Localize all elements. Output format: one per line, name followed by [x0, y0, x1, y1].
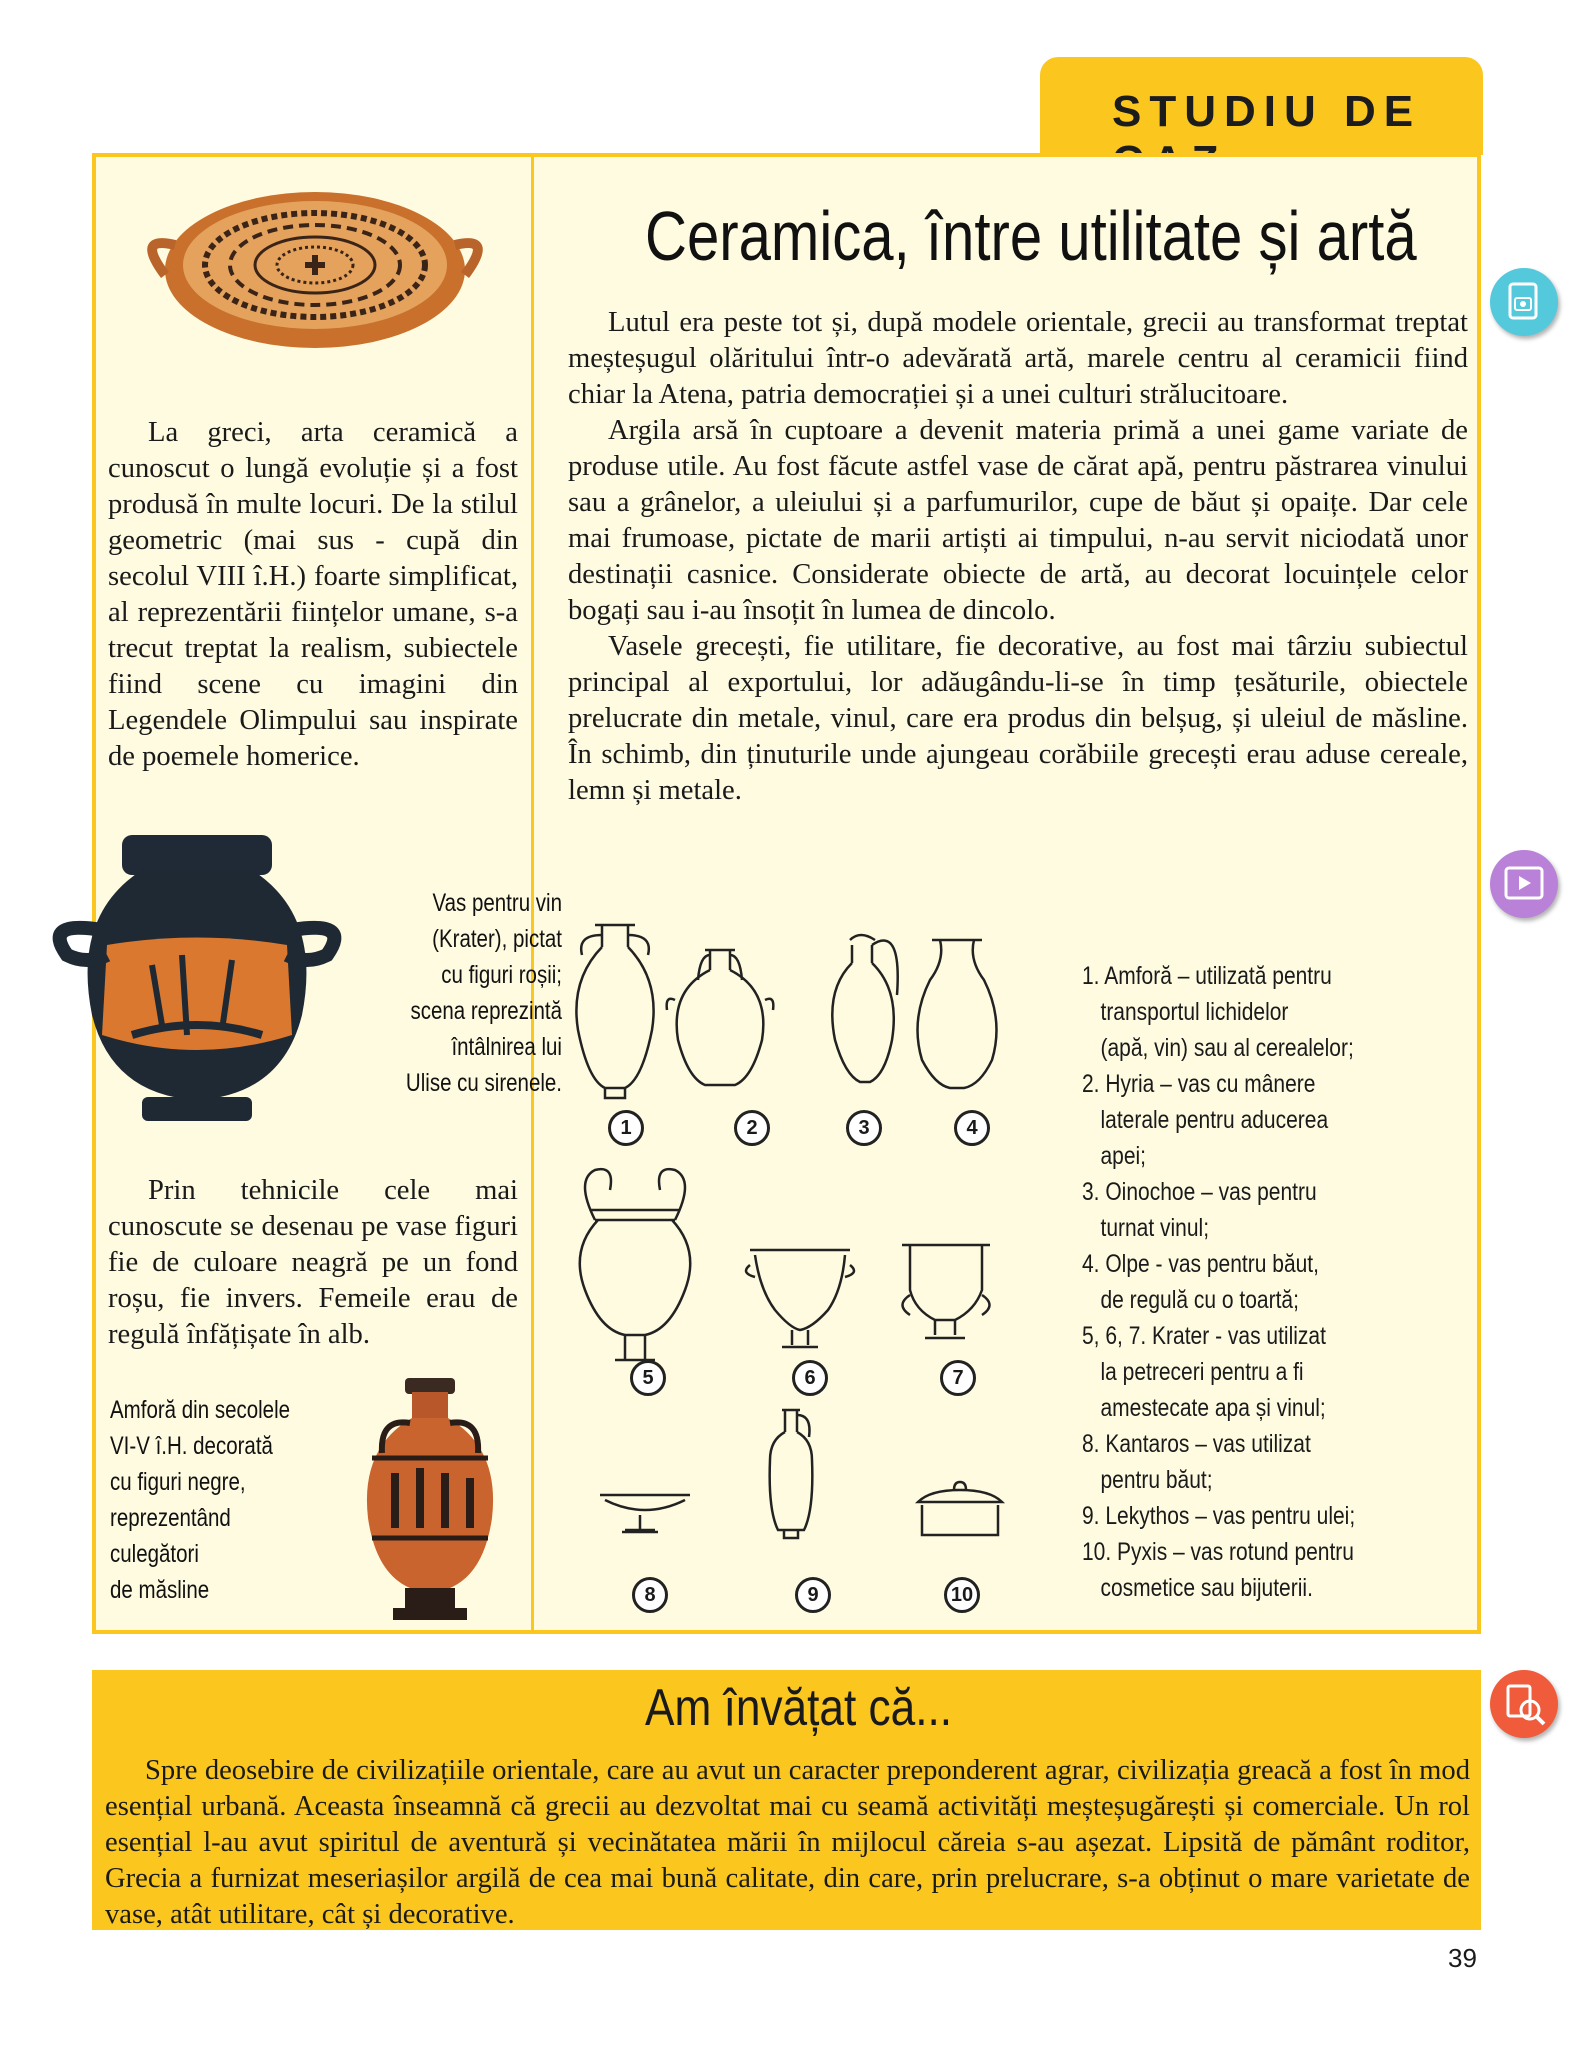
summary-text — [105, 1753, 1470, 1933]
main-text — [568, 305, 1468, 809]
legend-line: amestecate apa și vinul; — [1100, 1394, 1326, 1422]
main-paragraph: Argila arsă în cuptoare a devenit materia primă a unei game variate de produse utile. Au fost făcute astfel vase de cărat apă, pentru păstrarea vinului sau a grânelor, a uleiului și a parfumurilor, cupe de băut și opaițe. Dar cele mai frumoase, pictate de marii artiști ai timpului, n-au servit niciodată unor destinații casnice. Considerate obiecte de artă, au decorat locuințele celor bogați sau i-au însoțit în lumea de dincolo. — [568, 415, 1468, 626]
caption-line: de măsline — [110, 1576, 210, 1604]
legend-line: 1. Amforă – utilizată pentru — [1082, 962, 1332, 990]
gallery-icon[interactable] — [1490, 268, 1558, 336]
legend-line: 5, 6, 7. Krater - vas utilizat — [1082, 1322, 1326, 1350]
legend-line: laterale pentru aducerea — [1100, 1106, 1329, 1134]
legend-line: 10. Pyxis – vas rotund pentru — [1082, 1538, 1354, 1566]
caption-line: Vas pentru vin — [432, 889, 562, 917]
geometric-cup-image — [135, 165, 495, 365]
vessel-number: 8 — [632, 1577, 668, 1613]
legend-line: (apă, vin) sau al cerealelor; — [1100, 1034, 1354, 1062]
caption-line: Ulise cu sirenele. — [405, 1069, 562, 1097]
caption-line: întâlnirea lui — [451, 1033, 562, 1061]
section-tab — [1040, 57, 1483, 155]
search-document-icon[interactable] — [1490, 1670, 1558, 1738]
caption-line: cu figuri roșii; — [441, 961, 562, 989]
vessel-legend — [1082, 958, 1407, 1606]
summary-title: Am învățat că... — [645, 1679, 953, 1737]
legend-line: la petreceri pentru a fi — [1100, 1358, 1304, 1386]
vessel-number: 5 — [630, 1360, 666, 1396]
left-paragraph: Prin tehnicile cele mai cunoscute se desenau pe vase figuri fie de culoare neagră pe un fond roșu, fie invers. Femeile erau de regulă înfățișate în alb. — [108, 1175, 518, 1350]
legend-line: 4. Olpe - vas pentru băut, — [1082, 1250, 1319, 1278]
krater-red-figure-image — [32, 835, 362, 1145]
legend-line: pentru băut; — [1100, 1466, 1213, 1494]
section-tab-label: STUDIU DE — [1112, 87, 1422, 136]
krater-caption — [347, 885, 562, 1101]
caption-line: cu figuri negre, — [110, 1468, 246, 1496]
legend-line: 8. Kantaros – vas utilizat — [1082, 1430, 1311, 1458]
caption-line: scena reprezintă — [410, 997, 562, 1025]
vessel-number: 7 — [940, 1360, 976, 1396]
left-technique-text — [108, 1173, 518, 1353]
vessel-number: 4 — [954, 1110, 990, 1146]
video-icon[interactable] — [1490, 850, 1558, 918]
main-paragraph: Vasele grecești, fie utilitare, fie decorative, au fost mai târziu subiectul principal al exportului, lor adăugându-li-se în timp țesăturile, obiectele prelucrate din metale, vinul, care era produs din belșug, și uleiul de măsline. În schimb, din ținuturile unde ajungeau corăbiile grecești erau aduse cereale, lemn și metale. — [568, 631, 1468, 806]
caption-line: Amforă din secolele — [110, 1396, 291, 1424]
legend-line: cosmetice sau bijuterii. — [1100, 1574, 1313, 1602]
amphora-caption — [110, 1392, 325, 1608]
page-number: 39 — [1448, 1943, 1477, 1973]
black-figure-amphora-image — [350, 1378, 510, 1623]
main-paragraph: Lutul era peste tot și, după modele orientale, grecii au transformat treptat meșteșugul olăritului într-o adevărată artă, marele centru al ceramicii fiind chiar la Atena, patria democrației și a unei culturi strălucitoare. — [568, 307, 1468, 410]
vessel-number: 6 — [792, 1360, 828, 1396]
vessel-number: 9 — [795, 1577, 831, 1613]
legend-line: apei; — [1100, 1142, 1147, 1170]
legend-line: transportul lichidelor — [1100, 998, 1289, 1026]
legend-line: turnat vinul; — [1100, 1214, 1210, 1242]
caption-line: VI-V î.H. decorată — [110, 1432, 273, 1460]
left-paragraph: La greci, arta ceramică a cunoscut o lungă evoluție și a fost produsă în multe locuri. De la stilul geometric (mai sus - cupă din secolul VIII î.H.) foarte simplificat, al reprezentării ființelor umane, s-a trecut treptat la realism, subiectele fiind scene cu imagini din Legendele Olimpului sau inspirate de poemele homerice. — [108, 417, 518, 772]
vessel-number: 10 — [944, 1577, 980, 1613]
legend-line: de regulă cu o toartă; — [1100, 1286, 1299, 1314]
vessel-number: 2 — [734, 1110, 770, 1146]
caption-line: reprezentând — [110, 1504, 231, 1532]
vessel-number: 1 — [608, 1110, 644, 1146]
vessel-number: 3 — [846, 1110, 882, 1146]
legend-line: 2. Hyria – vas cu mânere — [1082, 1070, 1316, 1098]
legend-line: 9. Lekythos – vas pentru ulei; — [1082, 1502, 1356, 1530]
caption-line: (Krater), pictat — [432, 925, 562, 953]
summary-paragraph: Spre deosebire de civilizațiile orientale, care au avut un caracter preponderent agrar, civilizația greacă a fost în mod esențial urbană. Aceasta înseamnă că grecii au dezvoltat mai cu seamă activități meșteșugărești și comerciale. Un rol esențial l-au avut spiritul de aventură și vecinătatea mării în mijlocul căreia s-au așezat. Lipsită de pământ roditor, Grecia a furnizat meseriașilor argilă de cea mai bună calitate, din care, prin prelucrare, s-a obținut o mare varietate de vase, atât utilitare, cât și decorative. — [105, 1755, 1470, 1930]
vessel-types-diagram — [560, 910, 1030, 1610]
page-title: Ceramica, între utilitate și artă — [645, 197, 1417, 275]
left-intro-text — [108, 415, 518, 775]
legend-line: 3. Oinochoe – vas pentru — [1082, 1178, 1317, 1206]
caption-line: culegători — [110, 1540, 199, 1568]
